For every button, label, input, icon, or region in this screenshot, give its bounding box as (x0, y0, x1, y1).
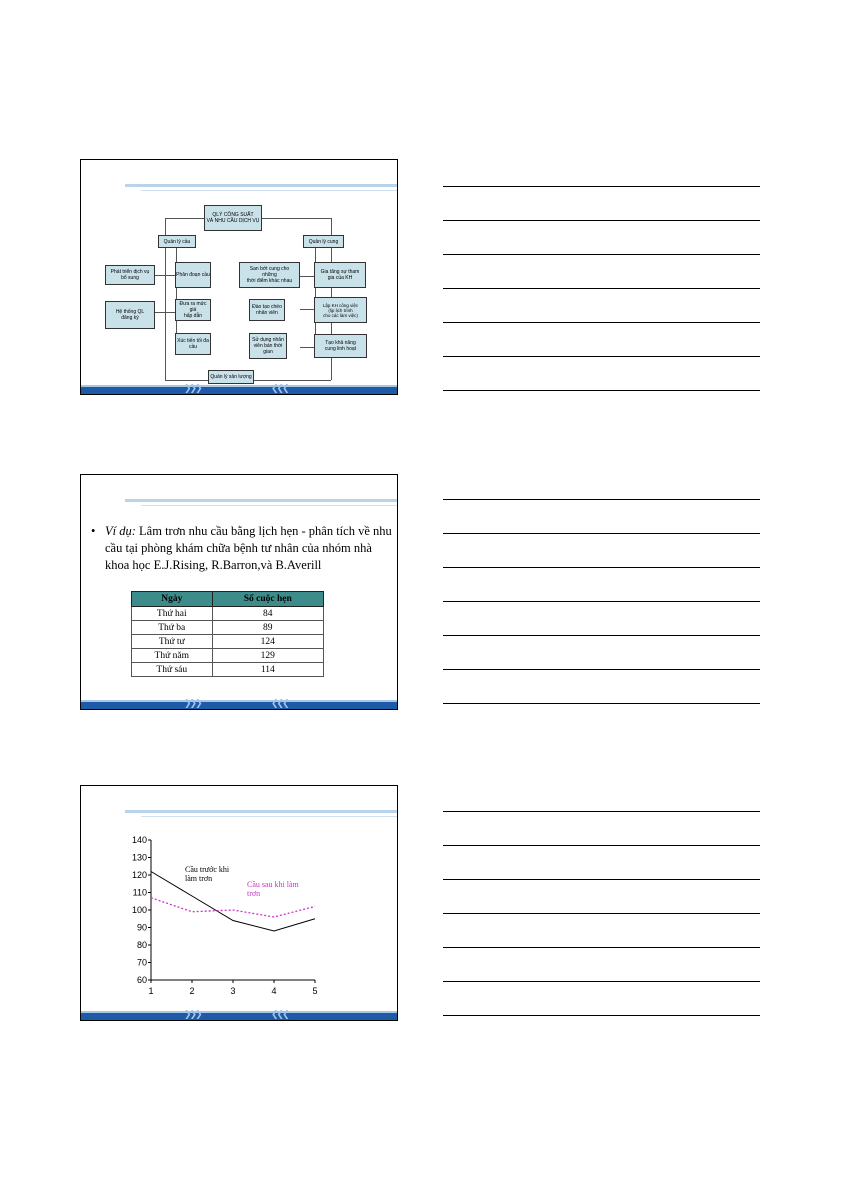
table-cell: Thứ năm (132, 649, 213, 663)
slide-accent-line (125, 499, 397, 502)
note-line (443, 186, 760, 187)
slide-footer-bar (81, 1010, 397, 1020)
note-line (443, 533, 760, 534)
slide-diagram (80, 159, 398, 395)
chevron-right-icon: ❯❯❯ (184, 384, 201, 394)
demand-line-chart (81, 786, 397, 1011)
bullet-icon: • (91, 524, 96, 538)
slide-accent-line-thin (141, 190, 397, 191)
x-tick-label: 3 (230, 986, 236, 996)
diagram-box: Gia tăng sự tham gia của KH (314, 262, 366, 288)
bullet-text (105, 523, 395, 574)
y-tick-label: 130 (131, 852, 147, 863)
connector (155, 275, 175, 276)
y-tick-label: 90 (136, 922, 147, 933)
table-cell: 84 (212, 607, 323, 621)
connector (155, 312, 175, 313)
bullet-italic-lead: Ví dụ: (105, 524, 136, 538)
y-tick-label: 60 (136, 975, 147, 985)
connector (300, 276, 315, 277)
note-line (443, 703, 760, 704)
connector (315, 246, 316, 346)
x-tick-label: 4 (271, 986, 277, 996)
table-row (132, 621, 324, 635)
table-header-row (132, 592, 324, 607)
series-line-2 (151, 898, 315, 917)
chevron-left-icon: ❮❮❮ (271, 699, 288, 709)
appointments-table (131, 591, 324, 677)
note-line (443, 601, 760, 602)
diagram-box: Phân đoạn cầu (175, 262, 211, 288)
connector (300, 309, 315, 310)
series-annotation: Cầu trước khi (185, 865, 230, 874)
slide-table (80, 474, 398, 710)
diagram-box: Tạo khả năng cung linh hoạt (314, 334, 367, 358)
note-line (443, 567, 760, 568)
table-cell: Thứ hai (132, 607, 213, 621)
table-row (132, 635, 324, 649)
table-cell: Thứ sáu (132, 663, 213, 677)
chevron-right-icon: ❯❯❯ (184, 699, 201, 709)
note-line (443, 879, 760, 880)
bullet-body: Lâm trơn nhu cầu bằng lịch hẹn - phân tích về nhu cầu tại phòng khám chữa bệnh tư nhân của nhóm nhà khoa học E.J.Rising, R.Barron,và B.Averill (105, 524, 392, 572)
output-management-box: Quản lý sản lượng (208, 370, 254, 384)
slide-footer-bar (81, 699, 397, 709)
diagram-box: Đưa ra mức giá hấp dẫn (175, 299, 211, 321)
note-line (443, 1015, 760, 1016)
slide-footer-bar (81, 384, 397, 394)
table-row (132, 607, 324, 621)
note-line (443, 322, 760, 323)
supply-management-box: Quản lý cung (303, 235, 344, 248)
diagram-box: Lập KH công việc (lịp lịch trình cho các làm việc) (314, 297, 367, 323)
connector (300, 347, 315, 348)
table-header-day: Ngày (132, 592, 213, 607)
x-tick-label: 1 (148, 986, 154, 996)
note-line (443, 390, 760, 391)
table-cell: Thứ tư (132, 635, 213, 649)
y-tick-label: 110 (132, 887, 147, 898)
slide-chart (80, 785, 398, 1021)
note-line (443, 669, 760, 670)
slide-accent-line (125, 184, 397, 187)
note-line (443, 254, 760, 255)
note-line (443, 811, 760, 812)
diagram-box: Phát triển dịch vụ bổ sung (105, 265, 155, 285)
slide-accent-line-thin (141, 505, 397, 506)
note-line (443, 845, 760, 846)
note-line (443, 499, 760, 500)
connector (176, 246, 177, 346)
x-tick-label: 5 (312, 986, 318, 996)
table-row (132, 649, 324, 663)
diagram-title-box: QLÝ CÔNG SUẤT VÀ NHU CẦU DỊCH VỤ (204, 205, 262, 231)
table-cell: 89 (212, 621, 323, 635)
series-annotation: trơn (247, 889, 261, 898)
note-line (443, 635, 760, 636)
x-tick-label: 2 (189, 986, 195, 996)
note-line (443, 981, 760, 982)
chevron-right-icon: ❯❯❯ (184, 1010, 201, 1020)
table-header-count: Số cuộc hẹn (212, 592, 323, 607)
table-cell: 129 (212, 649, 323, 663)
chevron-left-icon: ❮❮❮ (271, 384, 288, 394)
note-line (443, 220, 760, 221)
note-line (443, 356, 760, 357)
table-cell: 124 (212, 635, 323, 649)
table-cell: 114 (212, 663, 323, 677)
note-line (443, 288, 760, 289)
y-tick-label: 80 (136, 940, 147, 950)
series-annotation: Cầu sau khi làm (247, 880, 299, 889)
y-tick-label: 140 (131, 835, 147, 845)
y-tick-label: 70 (136, 957, 147, 968)
table-row (132, 663, 324, 677)
y-tick-label: 100 (131, 905, 147, 915)
diagram-box: San bớt cung cho những thời điểm khác nhau (239, 262, 300, 288)
diagram-box: Xúc tiến tối đa cầu (175, 333, 211, 355)
note-line (443, 947, 760, 948)
diagram-box: Đào tạo chéo nhân viên (249, 299, 285, 321)
demand-management-box: Quản lý cầu (158, 235, 196, 248)
y-tick-label: 120 (131, 870, 147, 880)
diagram-box: Sử dụng nhân viên bán thời gian (249, 333, 287, 359)
table-cell: Thứ ba (132, 621, 213, 635)
diagram-box: Hệ thống QL đăng ký (105, 301, 155, 329)
note-line (443, 913, 760, 914)
chevron-left-icon: ❮❮❮ (271, 1010, 288, 1020)
series-annotation: làm trơn (185, 874, 213, 883)
